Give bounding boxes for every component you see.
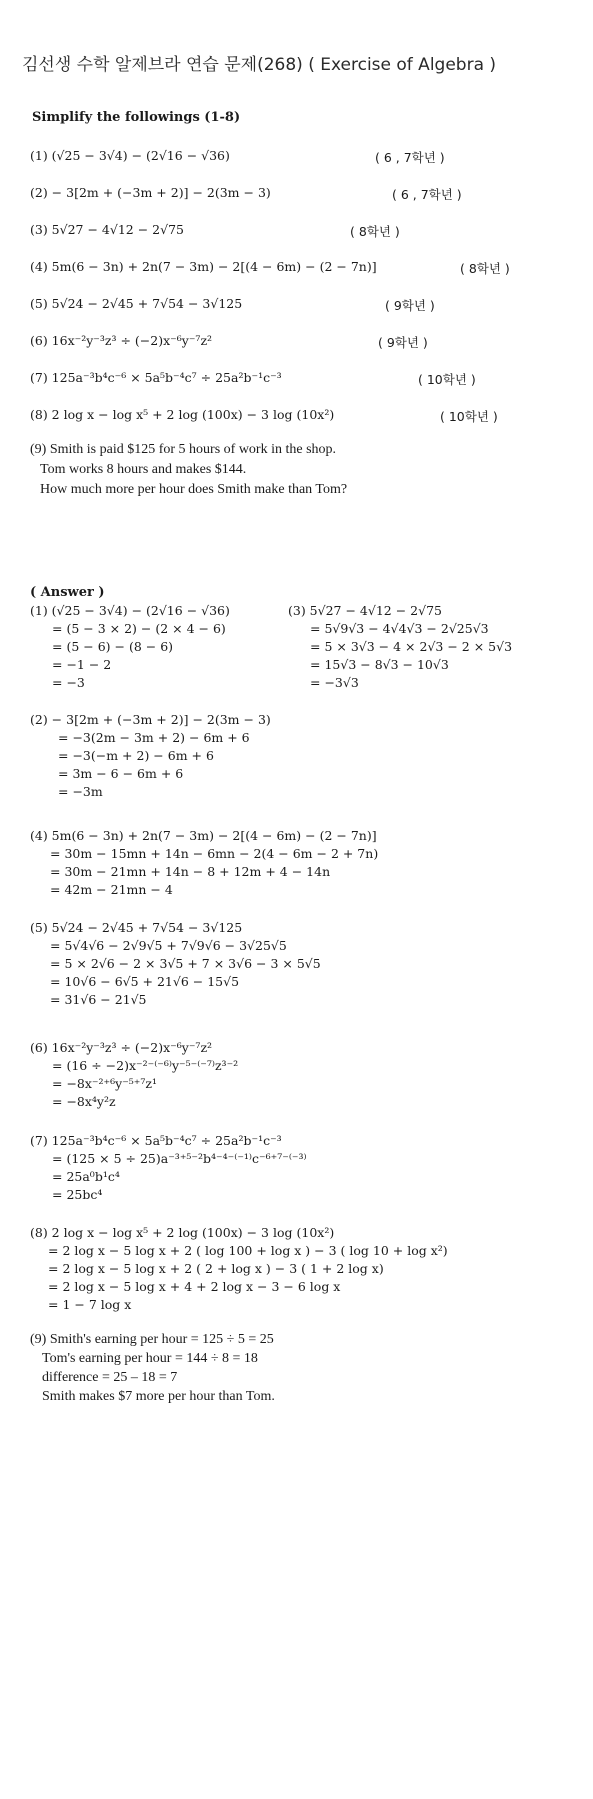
answer-1-line: = −1 − 2 [52, 657, 112, 672]
problem-8: (8) 2 log x − log x⁵ + 2 log (100x) − 3 log (10x²) [30, 407, 335, 422]
grade-2: ( 6 , 7학년 ) [392, 187, 462, 202]
problem-6: (6) 16x⁻²y⁻³z³ ÷ (−2)x⁻⁶y⁻⁷z² [30, 333, 213, 348]
answer-9-line: Smith makes $7 more per hour than Tom. [42, 1389, 275, 1404]
answer-2-line: = −3(−m + 2) − 6m + 6 [58, 748, 214, 763]
answer-3-line: = −3√3 [310, 675, 359, 690]
page-title: 김선생 수학 알제브라 연습 문제(268) ( Exercise of Algebra ) [22, 55, 497, 75]
answer-9-line: Tom's earning per hour = 144 ÷ 8 = 18 [42, 1351, 258, 1366]
answer-5-line: = 31√6 − 21√5 [50, 992, 147, 1007]
answer-1-line: = −3 [52, 675, 85, 690]
problem-7: (7) 125a⁻³b⁴c⁻⁶ × 5a⁵b⁻⁴c⁷ ÷ 25a²b⁻¹c⁻³ [30, 370, 282, 385]
answer-5-line: = 5√4√6 − 2√9√5 + 7√9√6 − 3√25√5 [50, 938, 287, 953]
answer-6-line: = (16 ÷ −2)x⁻²⁻⁽⁻⁶⁾y⁻⁵⁻⁽⁻⁷⁾z³⁻² [52, 1058, 239, 1073]
answer-6-line: = −8x⁴y²z [52, 1094, 116, 1109]
answer-8-line: = 2 log x − 5 log x + 2 ( 2 + log x ) − 3 ( 1 + 2 log x) [48, 1261, 384, 1276]
answer-8-line: = 1 − 7 log x [48, 1297, 132, 1312]
answer-7-line: = 25bc⁴ [52, 1187, 103, 1202]
answer-4-line: = 42m − 21mn − 4 [50, 882, 173, 897]
answer-1-line: = (5 − 3 × 2) − (2 × 4 − 6) [52, 621, 226, 636]
grade-7: ( 10학년 ) [418, 372, 476, 387]
answer-2-line: (2) − 3[2m + (−3m + 2)] − 2(3m − 3) [30, 712, 271, 727]
answer-8-line: = 2 log x − 5 log x + 4 + 2 log x − 3 − 6 log x [48, 1279, 341, 1294]
grade-6: ( 9학년 ) [378, 335, 428, 350]
answer-7-line: = 25a⁰b¹c⁴ [52, 1169, 120, 1184]
problem-3: (3) 5√27 − 4√12 − 2√75 [30, 222, 184, 237]
answer-5-line: = 5 × 2√6 − 2 × 3√5 + 7 × 3√6 − 3 × 5√5 [50, 956, 321, 971]
answer-5-line: (5) 5√24 − 2√45 + 7√54 − 3√125 [30, 920, 243, 935]
grade-1: ( 6 , 7학년 ) [375, 150, 445, 165]
answer-8-line: = 2 log x − 5 log x + 2 ( log 100 + log x ) − 3 ( log 10 + log x²) [48, 1243, 448, 1258]
answer-4-line: = 30m − 21mn + 14n − 8 + 12m + 4 − 14n [50, 864, 331, 879]
answer-3-line: = 15√3 − 8√3 − 10√3 [310, 657, 449, 672]
answer-4-line: = 30m − 15mn + 14n − 6mn − 2(4 − 6m − 2 + 7n) [50, 846, 379, 861]
answer-heading: ( Answer ) [30, 585, 105, 600]
answer-5-line: = 10√6 − 6√5 + 21√6 − 15√5 [50, 974, 240, 989]
problem-9-line-1: (9) Smith is paid $125 for 5 hours of work in the shop. [30, 442, 337, 457]
answer-6-line: (6) 16x⁻²y⁻³z³ ÷ (−2)x⁻⁶y⁻⁷z² [30, 1040, 213, 1055]
answer-2-line: = −3m [58, 784, 103, 799]
answer-1-line: (1) (√25 − 3√4) − (2√16 − √36) [30, 603, 230, 618]
problem-2: (2) − 3[2m + (−3m + 2)] − 2(3m − 3) [30, 185, 271, 200]
grade-3: ( 8학년 ) [350, 224, 400, 239]
answer-2-line: = 3m − 6 − 6m + 6 [58, 766, 184, 781]
answer-3-line: = 5 × 3√3 − 4 × 2√3 − 2 × 5√3 [310, 639, 513, 654]
problem-4: (4) 5m(6 − 3n) + 2n(7 − 3m) − 2[(4 − 6m) − (2 − 7n)] [30, 259, 377, 274]
grade-8: ( 10학년 ) [440, 409, 498, 424]
problem-9-line-3: How much more per hour does Smith make than Tom? [40, 482, 348, 497]
answer-8-line: (8) 2 log x − log x⁵ + 2 log (100x) − 3 log (10x²) [30, 1225, 335, 1240]
problem-1: (1) (√25 − 3√4) − (2√16 − √36) [30, 148, 230, 163]
grade-5: ( 9학년 ) [385, 298, 435, 313]
answer-9-line: (9) Smith's earning per hour = 125 ÷ 5 = 25 [30, 1332, 274, 1347]
answer-3-line: (3) 5√27 − 4√12 − 2√75 [288, 603, 442, 618]
answer-7-line: = (125 × 5 ÷ 25)a⁻³⁺⁵⁻²b⁴⁻⁴⁻⁽⁻¹⁾c⁻⁶⁺⁷⁻⁽⁻³⁾ [52, 1151, 307, 1166]
answer-1-line: = (5 − 6) − (8 − 6) [52, 639, 174, 654]
instructions-heading: Simplify the followings (1-8) [32, 110, 241, 125]
answer-4-line: (4) 5m(6 − 3n) + 2n(7 − 3m) − 2[(4 − 6m) − (2 − 7n)] [30, 828, 377, 843]
answer-9-line: difference = 25 – 18 = 7 [42, 1370, 178, 1385]
answer-6-line: = −8x⁻²⁺⁶y⁻⁵⁺⁷z¹ [52, 1076, 158, 1091]
grade-4: ( 8학년 ) [460, 261, 510, 276]
problem-9-line-2: Tom works 8 hours and makes $144. [40, 462, 247, 477]
problem-5: (5) 5√24 − 2√45 + 7√54 − 3√125 [30, 296, 243, 311]
answer-7-line: (7) 125a⁻³b⁴c⁻⁶ × 5a⁵b⁻⁴c⁷ ÷ 25a²b⁻¹c⁻³ [30, 1133, 282, 1148]
answer-3-line: = 5√9√3 − 4√4√3 − 2√25√3 [310, 621, 489, 636]
answer-2-line: = −3(2m − 3m + 2) − 6m + 6 [58, 730, 250, 745]
